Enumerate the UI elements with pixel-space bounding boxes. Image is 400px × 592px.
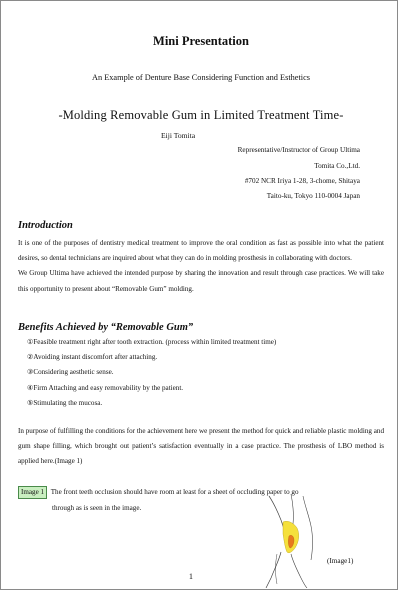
page-number: 1	[188, 572, 194, 581]
affiliation-line: Tomita Co.,Ltd.	[314, 162, 360, 170]
benefit-item: ④Firm Attaching and easy removability by the patient.	[27, 383, 184, 392]
benefits-list	[27, 335, 276, 411]
purpose-paragraph: In purpose of fulfilling the conditions for the achievement here we present the method for quick and reliable plastic molding and gum shape filling, which brought out patient’s satisfaction eventually in a case practice. The prosthesis of LBO method is applied here.(Image 1)	[18, 427, 384, 466]
introduction-paragraph: We Group Ultima have achieved the intended purpose by sharing the innovation and result through case practices. We will take this opportunity to present about “Removable Gum” molding.	[18, 269, 384, 293]
right-contour	[303, 496, 313, 560]
image-1-tag[interactable]: Image 1	[18, 486, 47, 499]
affiliation-line: #702 NCR Iriya 1-28, 3-chome, Shitaya	[244, 177, 360, 185]
lower-contour	[291, 554, 307, 588]
introduction-paragraph: It is one of the purposes of dentistry medical treatment to improve the oral condition as fast as possible into what the patient desires, so dental technicians are inquired about what they can do in molding prosthesis in collaborating with doctors.	[18, 239, 384, 263]
introduction-heading: Introduction	[18, 220, 73, 231]
introduction-body	[18, 236, 384, 297]
affiliation-line: Taito-ku, Tokyo 110-0004 Japan	[266, 192, 360, 200]
image-note-continuation: through as is seen in the image.	[52, 503, 142, 512]
lower-tooth-outline	[266, 552, 281, 588]
affiliation-line: Representative/Instructor of Group Ultima	[237, 146, 360, 154]
author-name: Eiji Tomita	[161, 131, 196, 140]
benefits-heading: Benefits Achieved by “Removable Gum”	[18, 322, 194, 333]
image-note-text: The front teeth occlusion should have room at least for a sheet of occluding paper to go	[50, 488, 299, 496]
benefit-item: ①Feasible treatment right after tooth extraction. (process within limited treatment time)	[27, 338, 277, 346]
benefit-item: ②Avoiding instant discomfort after attaching.	[27, 353, 158, 362]
document-title: Mini Presentation	[153, 34, 249, 48]
document-subtitle: An Example of Denture Base Considering Function and Esthetics	[92, 73, 310, 82]
main-heading: -Molding Removable Gum in Limited Treatment Time-	[58, 108, 344, 122]
figure-label: (Image1)	[327, 557, 354, 565]
benefit-item: ③Considering aesthetic sense.	[27, 368, 114, 377]
benefit-item: ⑤Stimulating the mucosa.	[27, 398, 103, 407]
